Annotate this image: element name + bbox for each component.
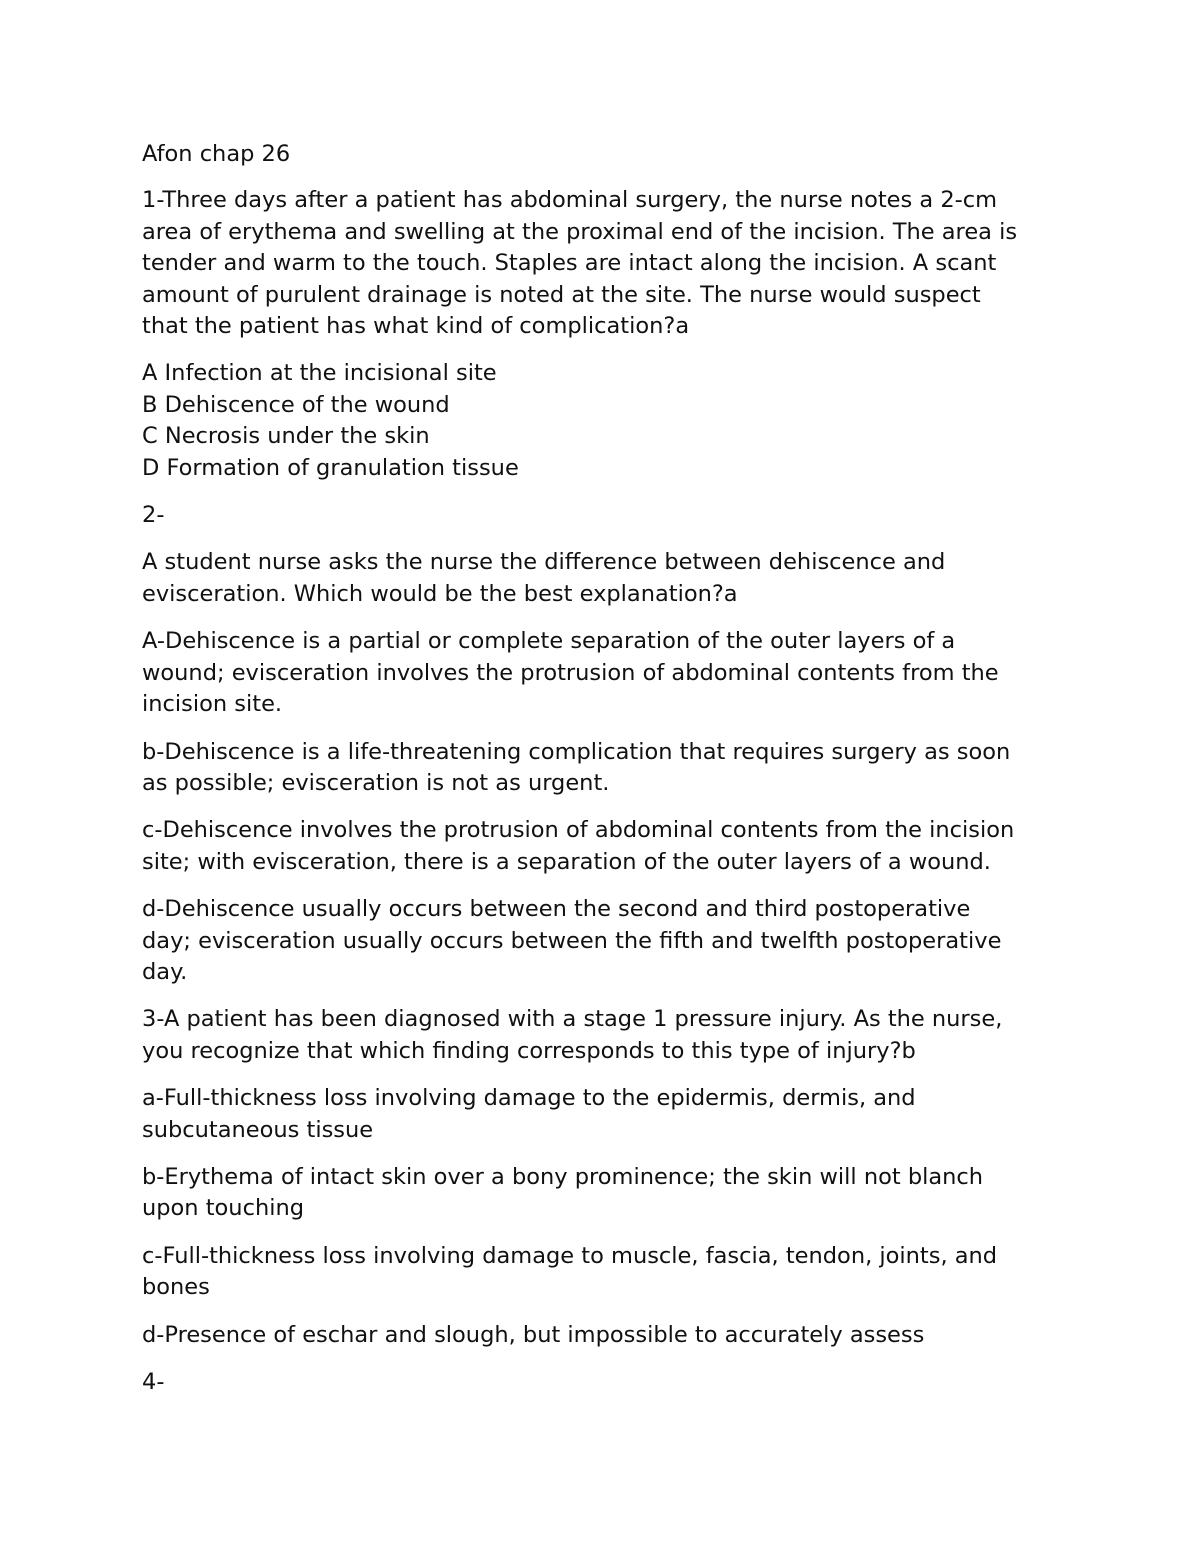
document-page [142,139,1072,1398]
question-1-option-a: A Infection at the incisional site [142,360,497,387]
question-3-stem: 3-A patient has been diagnosed with a stage 1 pressure injury. As the nurse, you recognize that which finding corresponds to this type of injury?b [142,1006,1003,1064]
question-3-option-b: b-Erythema of intact skin over a bony prominence; the skin will not blanch upon touching [142,1163,984,1222]
question-1-option-b: B Dehiscence of the wound [142,391,450,418]
question-1-options [142,358,1072,484]
question-2-number: 2- [142,502,165,529]
document-title: Afon chap 26 [142,141,291,167]
question-2-option-d: d-Dehiscence usually occurs between the second and third postoperative day; evisceration usually occurs between the fifth and twelfth postoperative day. [142,896,1002,985]
question-1-option-c: C Necrosis under the skin [142,423,430,450]
question-1-stem: 1-Three days after a patient has abdominal surgery, the nurse notes a 2-cm area of erythema and swelling at the proximal end of the incision. The area is tender and warm to the touch. Staples are intact along the incision. A scant amount of purulent drainage is noted at the site. The nurse would suspect that the patient has what kind of complication?a [142,187,1018,340]
question-2-option-c: c-Dehiscence involves the protrusion of abdominal contents from the incision site; with evisceration, there is a separation of the outer layers of a wound. [142,817,1015,875]
question-3-option-a: a-Full-thickness loss involving damage to the epidermis, dermis, and subcutaneous tissue [142,1085,916,1143]
question-2-stem: A student nurse asks the nurse the difference between dehiscence and evisceration. Which would be the best explanation?a [142,549,946,607]
question-3-option-c: c-Full-thickness loss involving damage to muscle, fascia, tendon, joints, and bones [142,1242,998,1301]
question-2-option-b: b-Dehiscence is a life-threatening complication that requires surgery as soon as possible; evisceration is not as urgent. [142,738,1011,796]
question-2-option-a: A-Dehiscence is a partial or complete separation of the outer layers of a wound; evisceration involves the protrusion of abdominal contents from the incision site. [142,628,999,718]
question-1-option-d: D Formation of granulation tissue [142,454,519,481]
question-4-number: 4- [142,1369,165,1395]
question-3-option-d: d-Presence of eschar and slough, but impossible to accurately assess [142,1321,925,1348]
